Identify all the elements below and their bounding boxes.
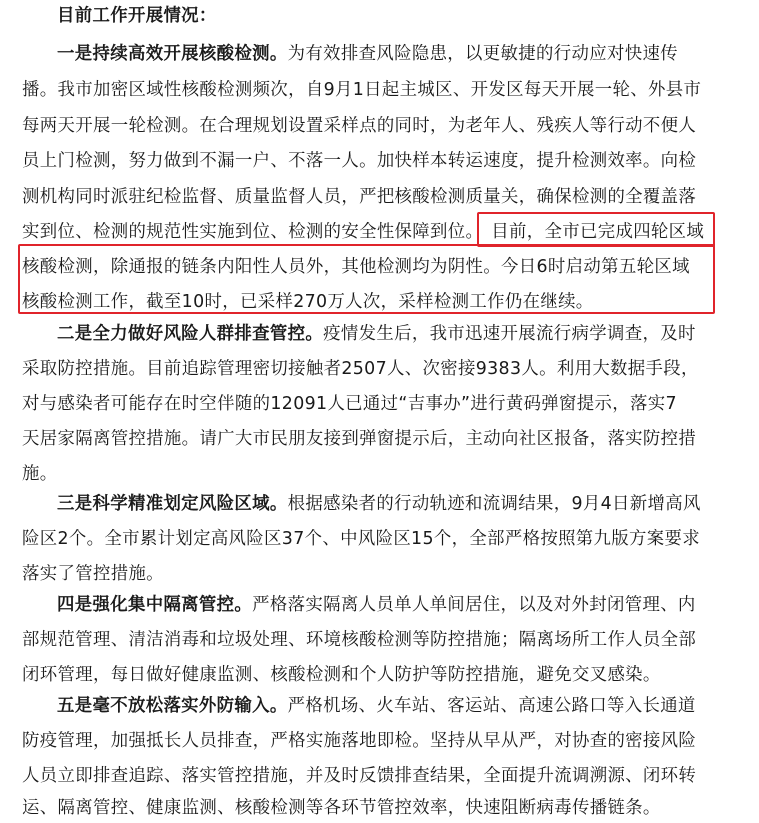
highlighted-line: 核酸检测，除通报的链条内阳性人员外，其他检测均为阴性。今日6时启动第五轮区域 <box>22 257 690 277</box>
section-5-first-line <box>57 694 696 718</box>
paragraph-line: 施。 <box>22 464 58 484</box>
paragraph-line: 对与感染者可能存在时空伴随的12091人已通过“吉事办”进行黄码弹窗提示，落实7 <box>22 394 677 414</box>
paragraph-line: 部规范管理、清洁消毒和垃圾处理、环境核酸检测等防控措施；隔离场所工作人员全部 <box>22 630 697 650</box>
section-3-text: 根据感染者的行动轨迹和流调结果，9月4日新增高风 <box>287 494 701 514</box>
paragraph-line: 人员立即排查追踪、落实管控措施，并及时反馈排查结果，全面提升流调溯源、闭环转 <box>22 766 697 786</box>
section-4-text: 严格落实隔离人员单人单间居住，以及对外封闭管理、内 <box>252 595 696 615</box>
paragraph-text: 实到位、检测的规范性实施到位、检测的安全性保障到位。 <box>22 222 484 242</box>
paragraph-line: 采取防控措施。目前追踪管理密切接触者2507人、次密接9383人。利用大数据手段， <box>22 359 699 379</box>
paragraph-line: 天居家隔离管控措施。请广大市民朋友接到弹窗提示后，主动向社区报备，落实防控措 <box>22 429 697 449</box>
paragraph-line <box>22 220 704 244</box>
section-2-first-line <box>57 322 696 346</box>
paragraph-line: 播。我市加密区域性核酸检测频次，自9月1日起主城区、开发区每天开展一轮、外县市 <box>22 80 702 100</box>
section-4-title: 四是强化集中隔离管控。 <box>57 595 253 615</box>
section-5-text: 严格机场、火车站、客运站、高速公路口等入长通道 <box>287 696 696 716</box>
section-1-title: 一是持续高效开展核酸检测。 <box>57 44 288 64</box>
paragraph-line: 运、隔离管控、健康监测、核酸检测等各环节管控效率，快速阻断病毒传播链条。 <box>22 798 661 818</box>
paragraph-line: 险区2个。全市累计划定高风险区37个、中风险区15个，全部严格按照第九版方案要求 <box>22 529 700 549</box>
highlighted-text-start: 目前，全市已完成四轮区域 <box>491 222 705 242</box>
section-1-text: 为有效排查风险隐患，以更敏捷的行动应对快速传 <box>287 44 678 64</box>
section-2-title: 二是全力做好风险人群排查管控。 <box>57 324 324 344</box>
doc-heading: 目前工作开展情况： <box>57 6 217 26</box>
section-3-first-line <box>57 492 701 516</box>
paragraph-line: 闭环管理，每日做好健康监测、核酸检测和个人防护等防控措施，避免交叉感染。 <box>22 665 661 685</box>
paragraph-line: 每两天开展一轮检测。在合理规划设置采样点的同时，为老年人、残疾人等行动不便人 <box>22 116 697 136</box>
section-3-title: 三是科学精准划定风险区域。 <box>57 494 288 514</box>
section-1-first-line <box>57 42 678 66</box>
highlighted-line: 核酸检测工作，截至10时，已采样270万人次，采样检测工作仍在继续。 <box>22 292 594 312</box>
paragraph-line: 落实了管控措施。 <box>22 564 164 584</box>
paragraph-line: 防疫管理，加强抵长人员排查，严格实施落地即检。坚持从早从严，对协查的密接风险 <box>22 731 697 751</box>
section-5-title: 五是毫不放松落实外防输入。 <box>57 696 288 716</box>
section-4-first-line <box>57 593 696 617</box>
section-2-text: 疫情发生后，我市迅速开展流行病学调查，及时 <box>323 324 696 344</box>
paragraph-line: 测机构同时派驻纪检监督、质量监督人员，严把核酸检测质量关，确保检测的全覆盖落 <box>22 187 697 207</box>
paragraph-line: 员上门检测，努力做到不漏一户、不落一人。加快样本转运速度，提升检测效率。向检 <box>22 151 697 171</box>
